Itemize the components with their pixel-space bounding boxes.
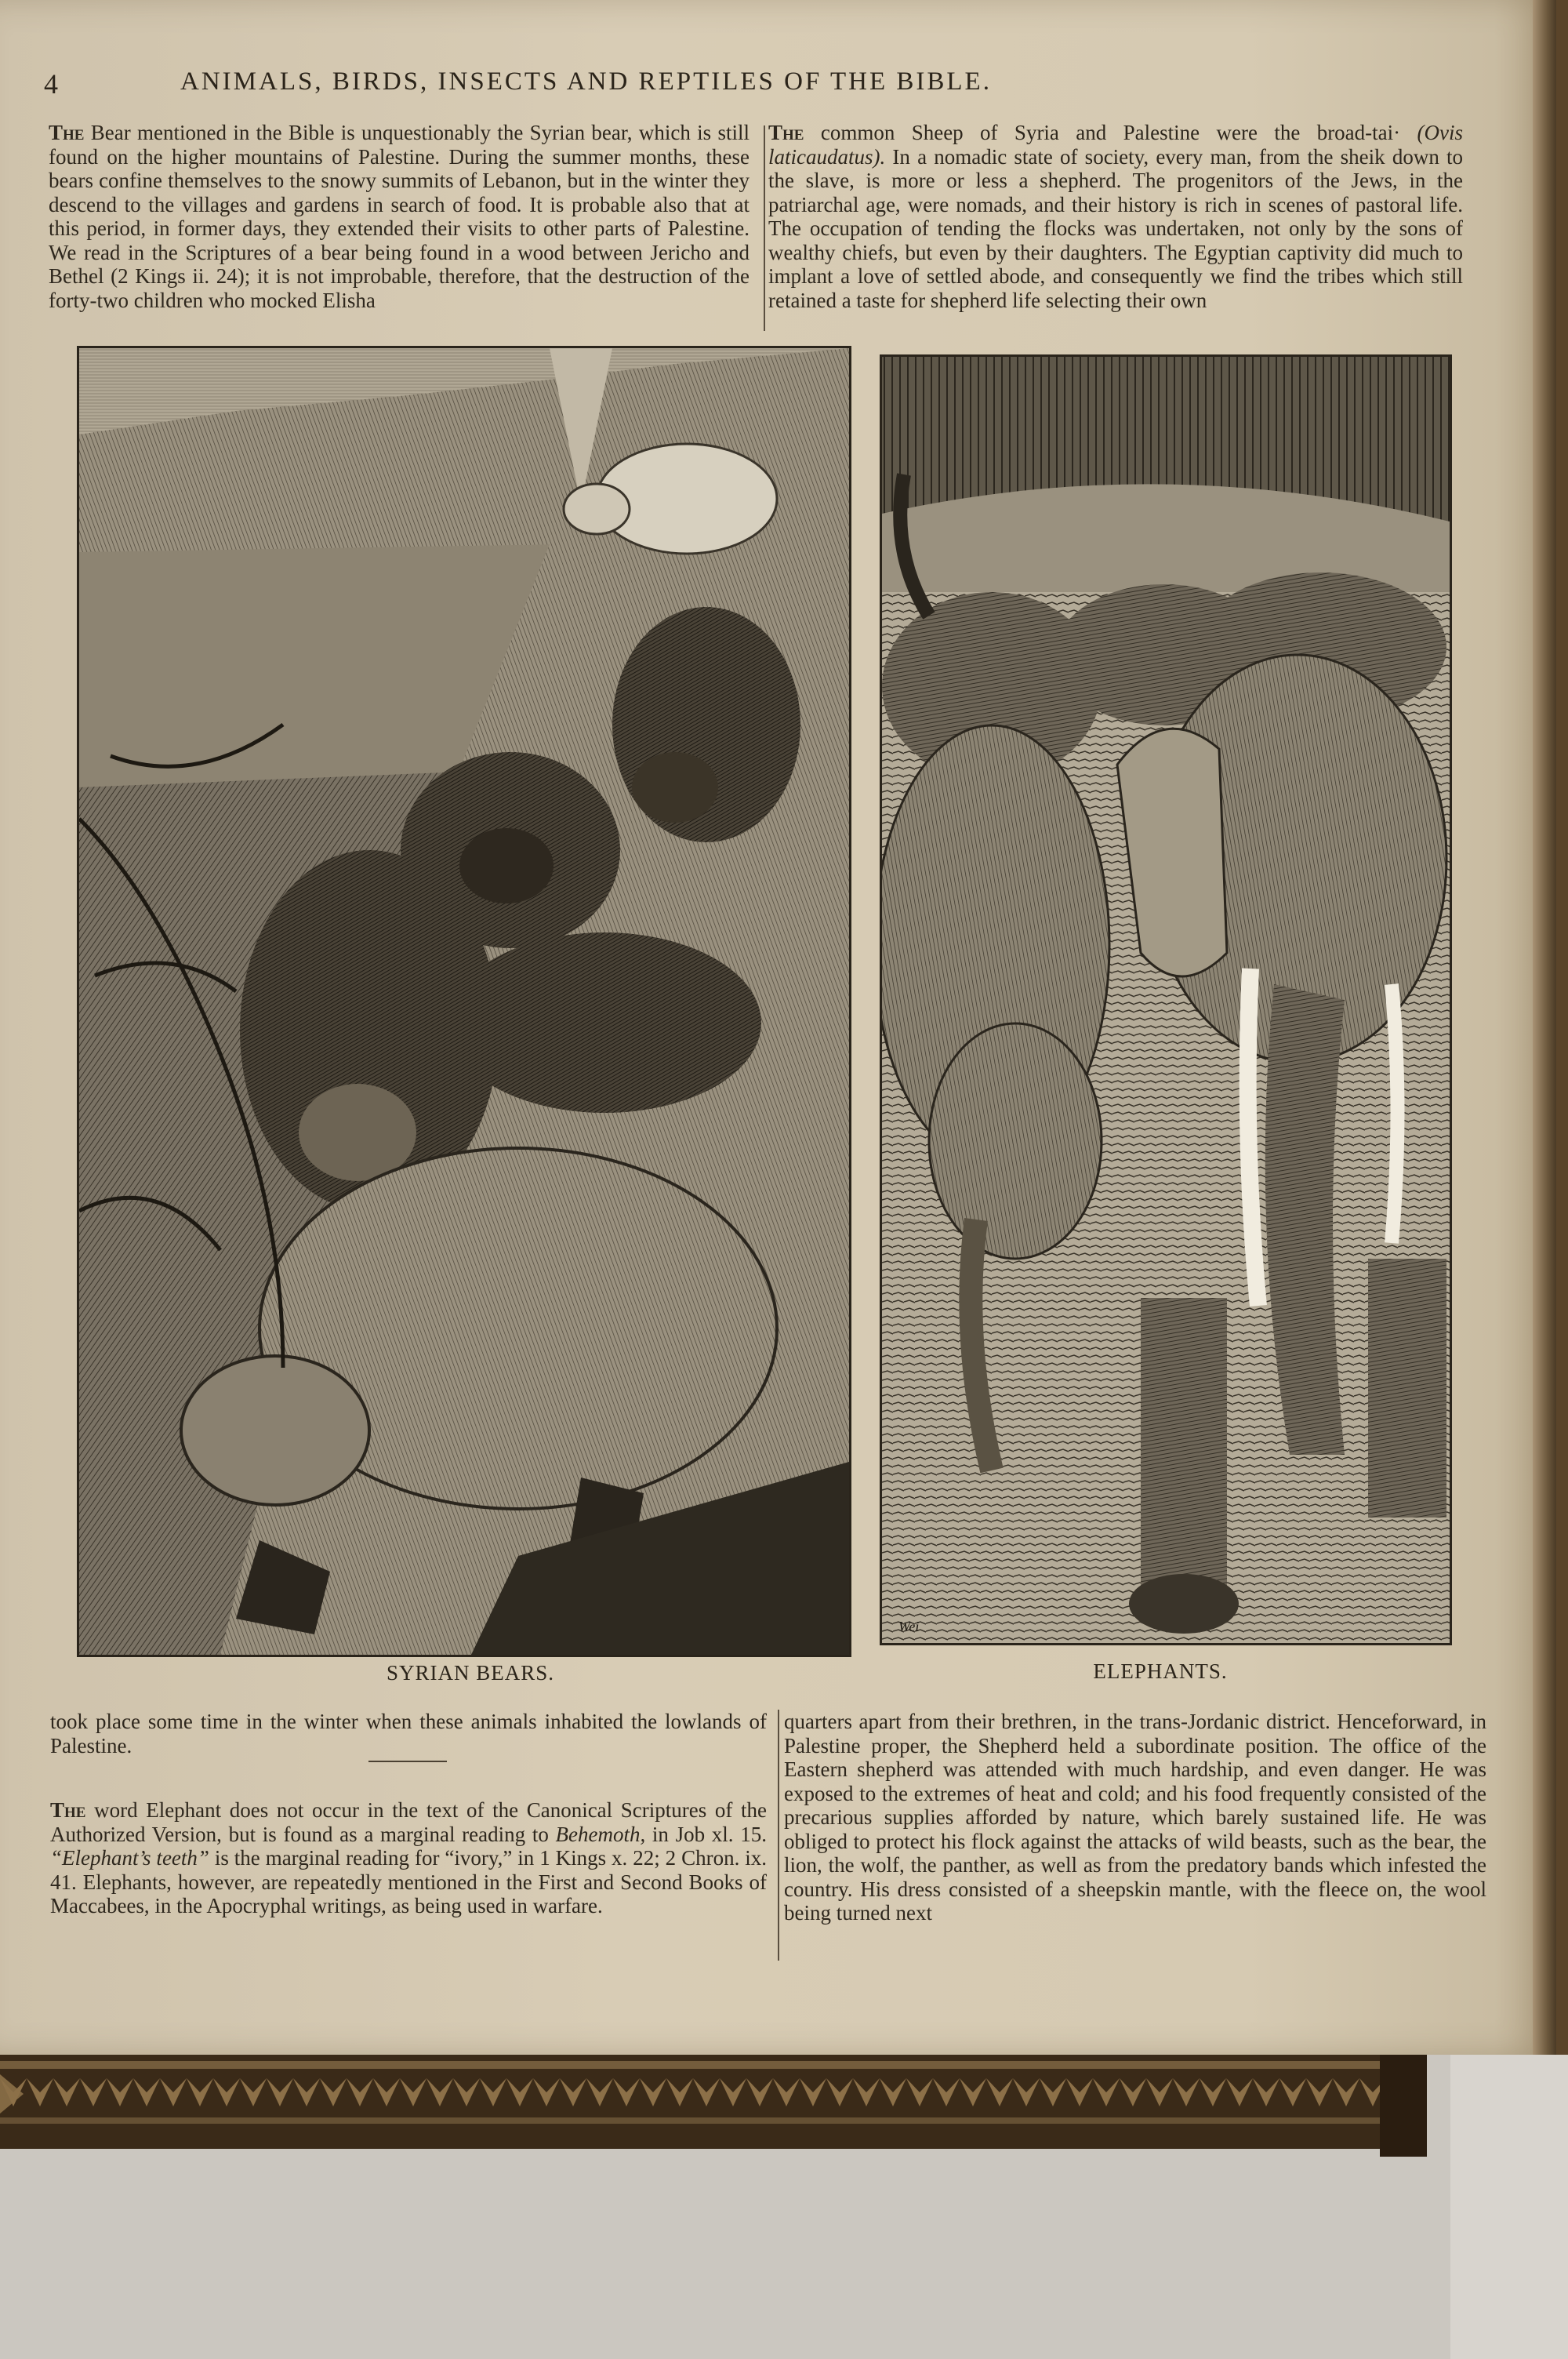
bears-illustration — [79, 348, 849, 1655]
section-divider — [368, 1761, 447, 1762]
top-right-text-2: In a nomadic state of society, every man, from the sheik down to the slave, is more or less a shepherd. The progenitors of the Jews, in the patriarchal age, were nomads, and their history is rich in scenes of pastoral life. The occupation of tending the flocks was undertaken, not only by the sons of wealthy chiefs, but even by their daughters. The Egyptian captivity did much to implant a love of settled abode, and consequently we find the tribes which still retained a taste for shepherd life selecting their own — [768, 144, 1463, 312]
top-left-column — [49, 121, 750, 312]
top-right-text-1: common Sheep of Syria and Palestine were the broad-tai· — [804, 121, 1401, 144]
running-head: ANIMALS, BIRDS, INSECTS AND REPTILES OF THE BIBLE. — [180, 67, 992, 96]
elephant-text-3: is the marginal reading for “ivory,” in 1 Kings x. 22; 2 Chron. ix. 41. Elephants, however, are repeatedly mentioned in the First and Second Books of Maccabees, in the Apocryphal writings, as being used in warfare. — [50, 1846, 767, 1917]
latin-name: (Ovis laticaudatus). — [768, 121, 1463, 169]
engraver-signature: Wei — [898, 1619, 920, 1634]
elephants-illustration — [882, 357, 1450, 1643]
behemoth-italic: Behemoth, — [555, 1822, 646, 1846]
bears-continuation: took place some time in the winter when these animals inhabited the lowlands of Palestine. — [50, 1710, 767, 1757]
drop-lead-word: The — [49, 121, 85, 144]
top-left-text: Bear mentioned in the Bible is unquestionably the Syrian bear, which is still found on the higher mountains of Palestine. During the summer months, these bears confine themselves to the snowy summits of Lebanon, but in the winter they descend to the villages and gardens in search of food. It is probable also that at this period, in former days, they extended their visits to other parts of Palestine. We read in the Scriptures of a bear being found in a wood between Jericho and Bethel (2 Kings ii. 24); it is not improbable, therefore, that the destruction of the forty-two children who mocked Elisha — [49, 121, 750, 312]
elephants-engraving — [880, 354, 1452, 1645]
bears-caption: SYRIAN BEARS. — [386, 1661, 555, 1685]
page-number: 4 — [44, 68, 58, 100]
elephants-caption: ELEPHANTS. — [1093, 1659, 1228, 1683]
top-right-column — [768, 121, 1463, 312]
bottom-left-column — [50, 1710, 767, 1918]
column-rule-top — [764, 125, 765, 331]
drop-lead-word: The — [50, 1798, 86, 1822]
elephant-text-2: in Job xl. 15. — [645, 1822, 767, 1846]
syrian-bears-engraving — [77, 346, 851, 1657]
bottom-right-column — [784, 1710, 1486, 1925]
elephant-text-1: word Elephant does not occur in the text of the Canonical Scriptures of the Authorized Version, but is found as a marginal reading to — [50, 1798, 767, 1846]
page-gutter-shadow — [1533, 0, 1556, 2055]
drop-lead-word: The — [768, 121, 804, 144]
shepherd-text: quarters apart from their brethren, in the trans-Jordanic district. Henceforward, in Palestine proper, the Shepherd held a subordinate position. The office of the Eastern shepherd was attended with much hardship, and even danger. He was exposed to the extremes of heat and cold; and his food frequently consisted of the precarious supplies afforded by nature, which barely sustained life. He was obliged to protect his flock against the attacks of wild beasts, such as the bear, the lion, the wolf, the panther, as well as from the predatory bands which infested the country. His dress consisted of a sheepskin mantle, with the fleece on, the wool being turned next — [784, 1710, 1486, 1925]
elephants-teeth-italic: “Elephant’s teeth” — [50, 1846, 209, 1870]
column-rule-bottom — [778, 1710, 779, 1961]
